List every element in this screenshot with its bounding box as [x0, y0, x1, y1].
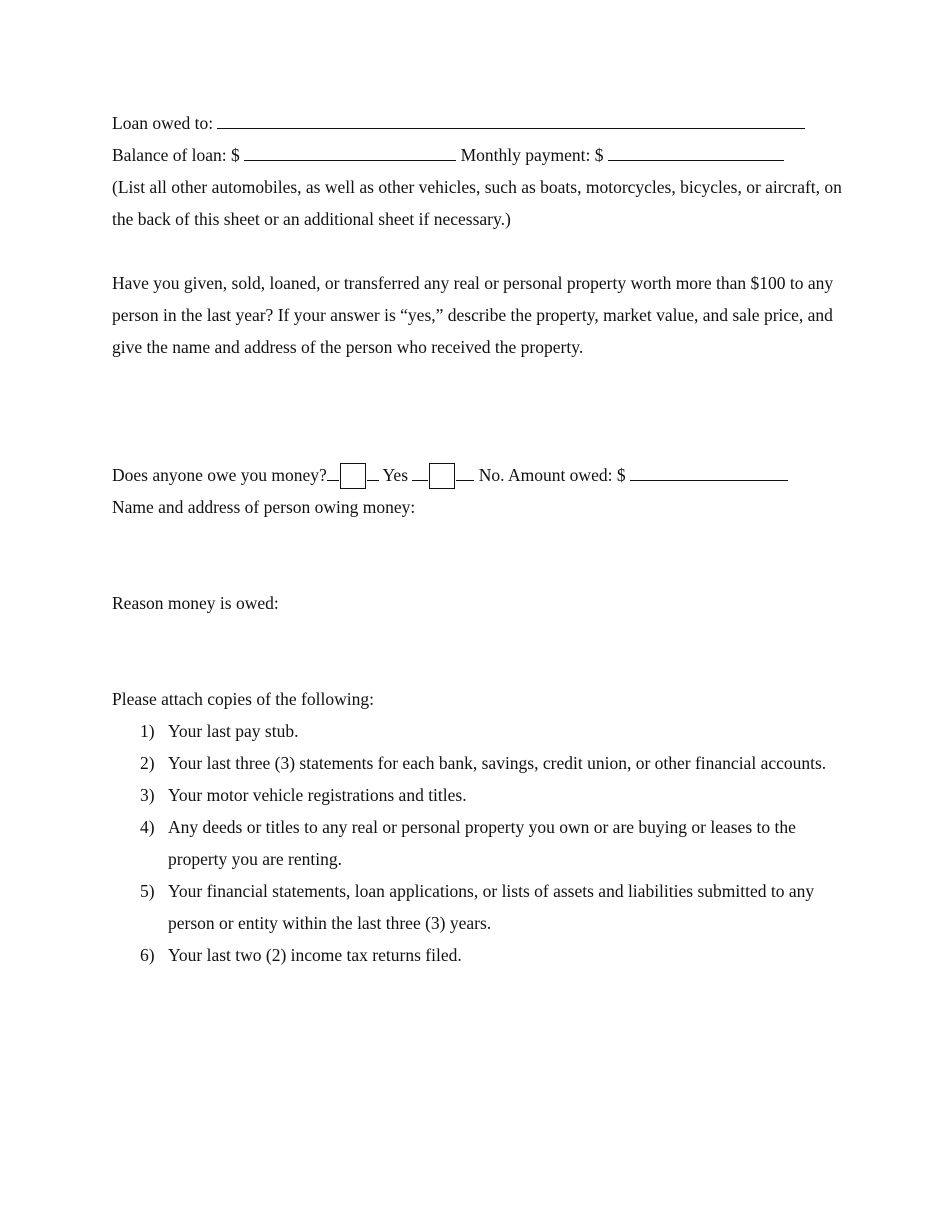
loan-balance-row	[112, 139, 842, 171]
owing-person-answer-area[interactable]	[112, 523, 842, 587]
owe-money-question: Does anyone owe you money?	[112, 465, 327, 485]
monthly-payment-label: Monthly payment: $	[460, 145, 604, 165]
owing-person-label: Name and address of person owing money:	[112, 497, 416, 517]
yes-checkbox[interactable]	[340, 463, 366, 489]
vehicles-note: (List all other automobiles, as well as other vehicles, such as boats, motorcycles, bicycles, or aircraft, on the back of this sheet or an additional sheet if necessary.)	[112, 177, 842, 229]
reason-owed-label: Reason money is owed:	[112, 593, 279, 613]
attach-list	[112, 715, 842, 971]
list-item: 4) Any deeds or titles to any real or personal property you own or are buying or leases to the property you are renting.	[140, 817, 796, 869]
yes-label: Yes	[382, 465, 409, 485]
owe-money-row	[112, 459, 842, 491]
loan-balance-label: Balance of loan: $	[112, 145, 240, 165]
list-item: 6) Your last two (2) income tax returns filed.	[140, 945, 462, 965]
no-amount-label: No. Amount owed: $	[478, 465, 626, 485]
monthly-payment-field[interactable]	[608, 139, 784, 161]
property-transfer-question: Have you given, sold, loaned, or transferred any real or personal property worth more than $100 to any person in the last year? If your answer is “yes,” describe the property, market value, and sale price, and give the name and address of the person who received the property.	[112, 273, 834, 357]
list-item: 5) Your financial statements, loan applications, or lists of assets and liabilities submitted to any person or entity within the last three (3) years.	[140, 881, 815, 933]
no-checkbox[interactable]	[429, 463, 455, 489]
loan-owed-to-field[interactable]	[217, 107, 805, 129]
loan-balance-field[interactable]	[244, 139, 456, 161]
property-transfer-answer-area[interactable]	[112, 363, 842, 459]
list-item: 3) Your motor vehicle registrations and titles.	[140, 785, 467, 805]
attach-heading: Please attach copies of the following:	[112, 689, 374, 709]
list-item: 1) Your last pay stub.	[140, 721, 299, 741]
financial-form-page	[112, 107, 842, 971]
loan-owed-to-label: Loan owed to:	[112, 113, 214, 133]
amount-owed-field[interactable]	[630, 459, 788, 481]
loan-owed-to-row	[112, 107, 842, 139]
list-item: 2) Your last three (3) statements for each bank, savings, credit union, or other financial accounts.	[140, 753, 827, 773]
reason-owed-answer-area[interactable]	[112, 619, 842, 683]
